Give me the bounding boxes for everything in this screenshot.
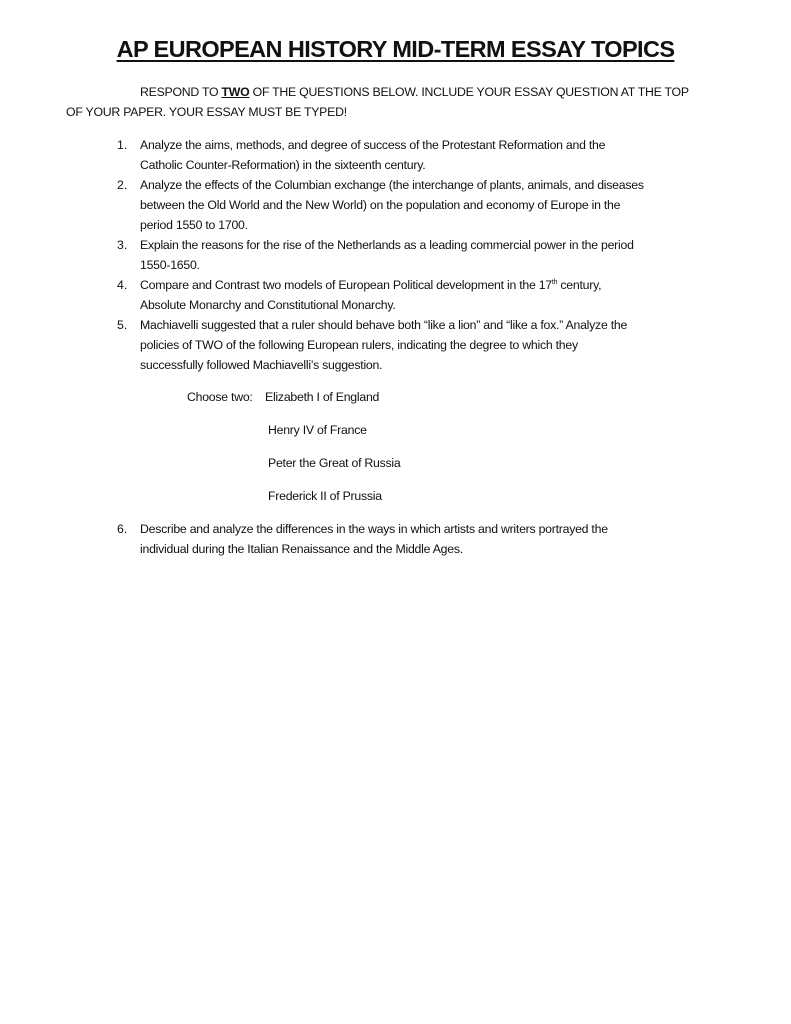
question-2-line: between the Old World and the New World) on the population and economy of Europe in the: [140, 198, 621, 212]
ordinal-suffix: th: [551, 279, 558, 286]
intro-emphasis: TWO: [221, 85, 250, 99]
question-2-line: Analyze the effects of the Columbian exchange (the interchange of plants, animals, and diseases: [140, 178, 644, 192]
question-number: 2.: [117, 178, 128, 192]
question-3-line: 1550-1650.: [140, 258, 200, 272]
ruler-option: Elizabeth I of England: [265, 390, 380, 404]
question-2-line: period 1550 to 1700.: [140, 218, 248, 232]
question-5-line: policies of TWO of the following European rulers, indicating the degree to which they: [140, 338, 578, 352]
ruler-option: Frederick II of Prussia: [268, 489, 382, 503]
question-4-line: Absolute Monarchy and Constitutional Monarchy.: [140, 298, 396, 312]
ruler-option: Peter the Great of Russia: [268, 456, 401, 470]
question-number: 5.: [117, 318, 128, 332]
intro-text-cont: OF THE QUESTIONS BELOW. INCLUDE YOUR ESSAY QUESTION AT THE TOP: [249, 85, 689, 99]
question-4-line: [140, 277, 601, 293]
question-3-line: Explain the reasons for the rise of the Netherlands as a leading commercial power in the period: [140, 238, 634, 252]
question-4-text-cont: century,: [557, 278, 602, 292]
question-1-line: Analyze the aims, methods, and degree of success of the Protestant Reformation and the: [140, 138, 606, 152]
question-6-line: Describe and analyze the differences in the ways in which artists and writers portrayed the: [140, 522, 608, 536]
question-number: 6.: [117, 522, 128, 536]
question-4-text: Compare and Contrast two models of European Political development in the 17: [140, 278, 552, 292]
question-6-line: individual during the Italian Renaissance and the Middle Ages.: [140, 542, 463, 556]
question-number: 3.: [117, 238, 128, 252]
question-1-line: Catholic Counter-Reformation) in the sixteenth century.: [140, 158, 426, 172]
question-number: 1.: [117, 138, 128, 152]
choose-label: Choose two:: [187, 390, 253, 404]
question-number: 4.: [117, 278, 128, 292]
instructions-line-1: [140, 84, 689, 100]
question-5-line: Machiavelli suggested that a ruler should behave both “like a lion” and “like a fox.” Analyze the: [140, 318, 628, 332]
question-5-line: successfully followed Machiavelli’s suggestion.: [140, 358, 383, 372]
instructions-line-2: OF YOUR PAPER. YOUR ESSAY MUST BE TYPED!: [66, 105, 347, 119]
intro-text: RESPOND TO: [140, 85, 222, 99]
ruler-option: Henry IV of France: [268, 423, 367, 437]
page-title: AP EUROPEAN HISTORY MID-TERM ESSAY TOPICS: [116, 36, 675, 62]
